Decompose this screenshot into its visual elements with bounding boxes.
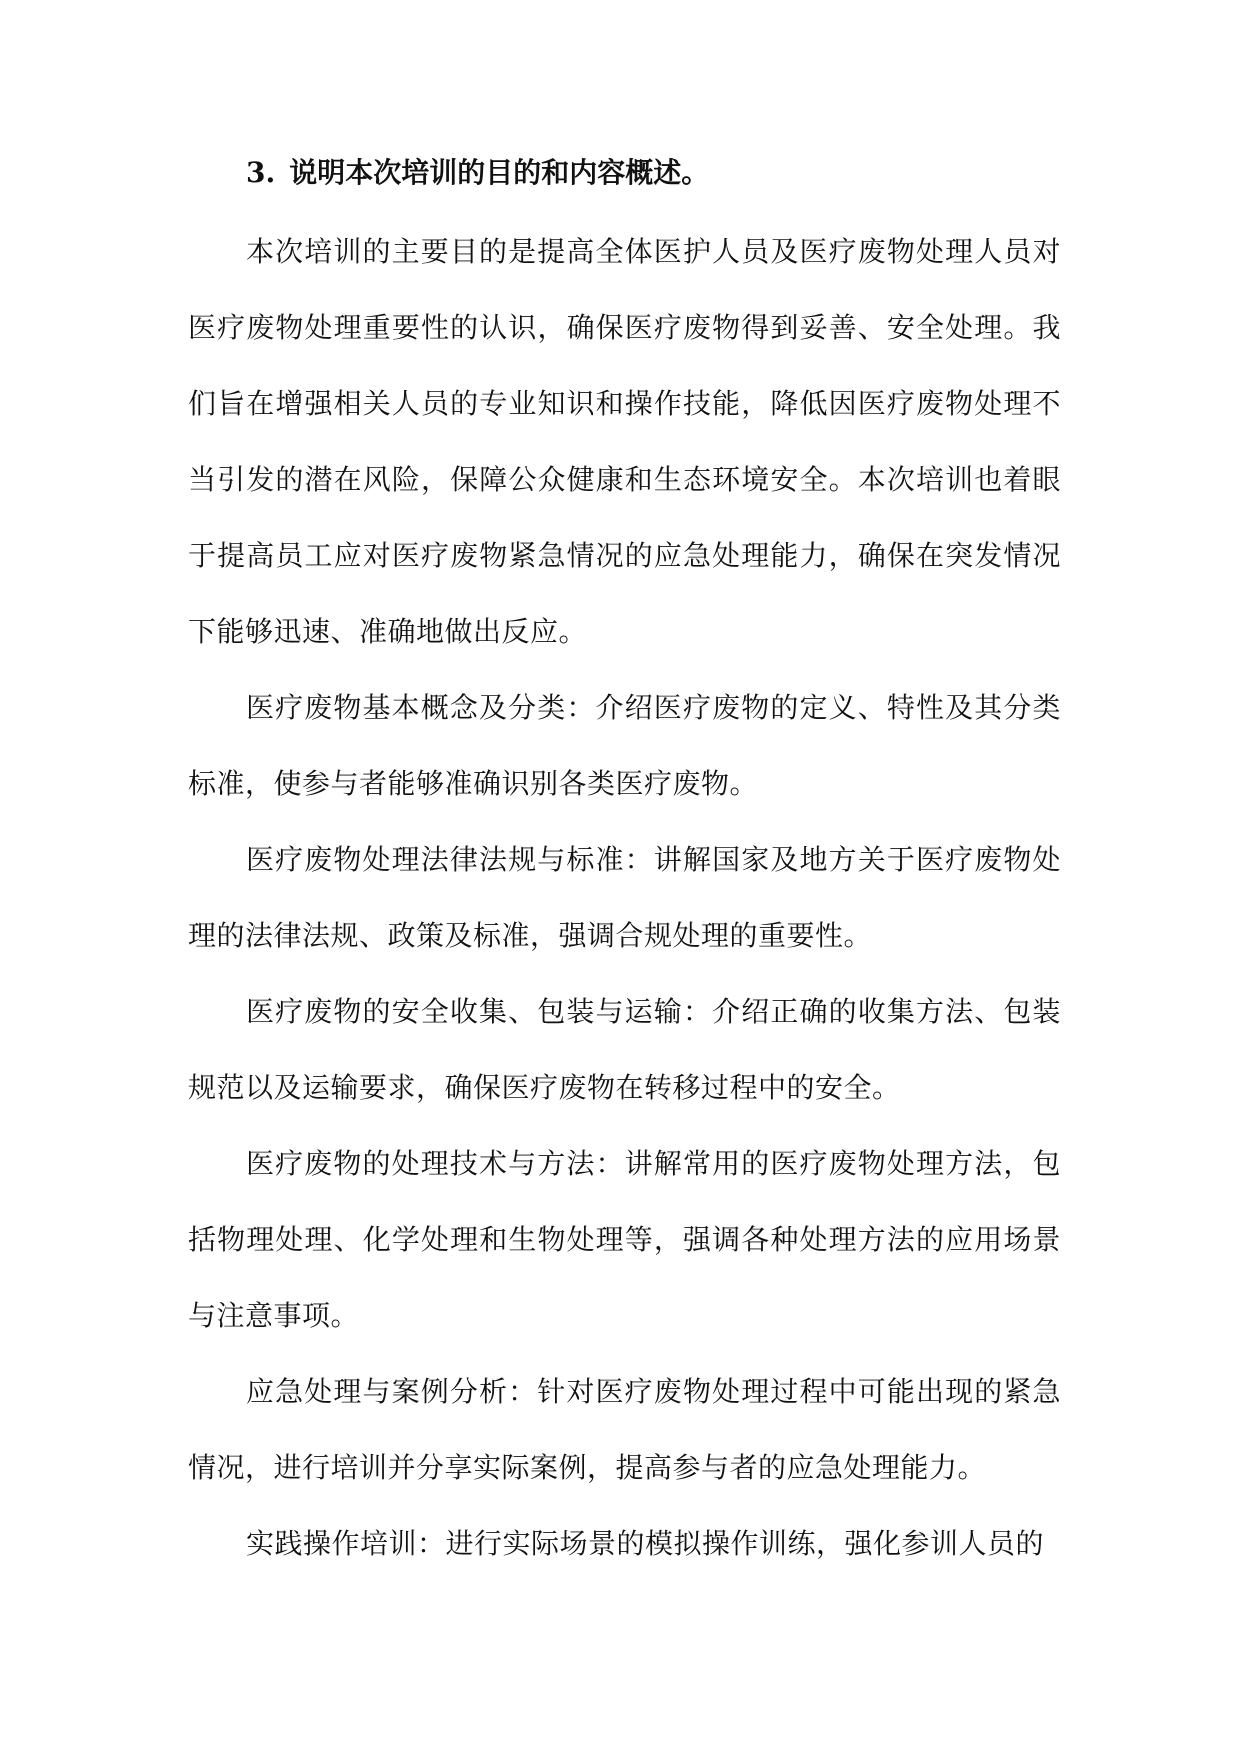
paragraph-treatment-methods: 医疗废物的处理技术与方法：讲解常用的医疗废物处理方法，包括物理处理、化学处理和生物处理等，强调各种处理方法的应用场景与注意事项。 bbox=[188, 1147, 1061, 1332]
document-body bbox=[188, 148, 1061, 1582]
paragraph-laws-standards: 医疗废物处理法律法规与标准：讲解国家及地方关于医疗废物处理的法律法规、政策及标准，强调合规处理的重要性。 bbox=[188, 843, 1061, 952]
section-number: 3. bbox=[246, 156, 276, 189]
paragraph-practical-training: 实践操作培训：进行实际场景的模拟操作训练，强化参训人员的 bbox=[246, 1527, 1045, 1560]
section-heading bbox=[188, 148, 1061, 198]
paragraph-purpose: 本次培训的主要目的是提高全体医护人员及医疗废物处理人员对医疗废物处理重要性的认识，确保医疗废物得到妥善、安全处理。我们旨在增强相关人员的专业知识和操作技能，降低因医疗废物处理不当引发的潜在风险，保障公众健康和生态环境安全。本次培训也着眼于提高员工应对医疗废物紧急情况的应急处理能力，确保在突发情况下能够迅速、准确地做出反应。 bbox=[188, 235, 1061, 648]
paragraph-collection-transport: 医疗废物的安全收集、包装与运输：介绍正确的收集方法、包装规范以及运输要求，确保医疗废物在转移过程中的安全。 bbox=[188, 995, 1061, 1104]
paragraph-emergency-cases: 应急处理与案例分析：针对医疗废物处理过程中可能出现的紧急情况，进行培训并分享实际案例，提高参与者的应急处理能力。 bbox=[188, 1375, 1061, 1484]
paragraph-basic-concepts: 医疗废物基本概念及分类：介绍医疗废物的定义、特性及其分类标准，使参与者能够准确识别各类医疗废物。 bbox=[188, 691, 1061, 800]
section-title: 说明本次培训的目的和内容概述。 bbox=[289, 156, 710, 189]
